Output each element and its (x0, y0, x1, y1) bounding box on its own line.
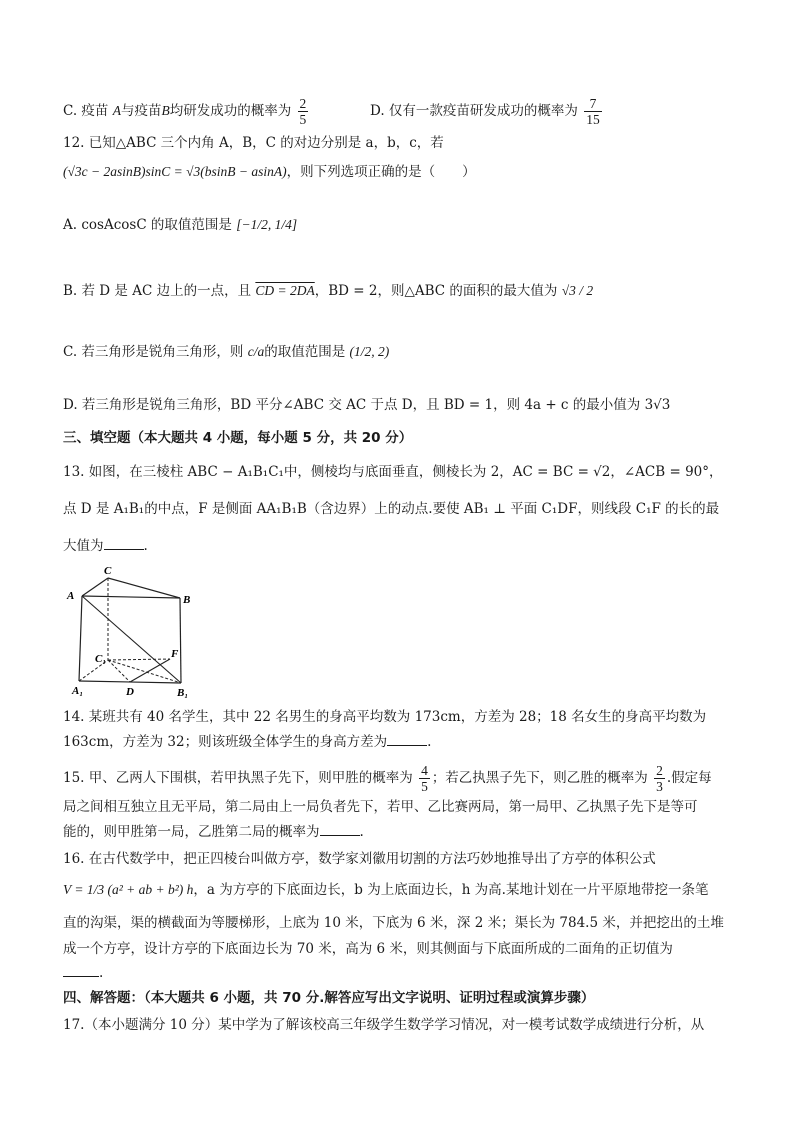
q14-line2 (63, 733, 431, 751)
q15-line3 (63, 823, 364, 841)
q12-optc-fraction: c/a (247, 344, 265, 359)
q16-line5-end: . (99, 965, 104, 981)
q12-optb-value: √3 / 2 (561, 283, 594, 298)
q16-line2-rest: ，a 为方亭的下底面边长，b 为上底面边长，h 为高.某地计划在一片平原地带挖一条笔 (193, 882, 709, 898)
segment-ab1 (82, 596, 181, 683)
q13-answer-blank (104, 537, 144, 550)
q15-line1-a: 15. 甲、乙两人下围棋，若甲执黑子先下，则甲胜的概率为 (63, 770, 413, 786)
q15-frac1-den: 5 (421, 779, 428, 794)
q11-optd-text: D. 仅有一款疫苗研发成功的概率为 (370, 103, 578, 119)
q11-optc-a: A (112, 103, 121, 118)
q15-fraction-2 (654, 763, 665, 794)
q11-optc-fraction (298, 96, 309, 127)
prism-figure (62, 563, 202, 698)
q15-frac2-den: 3 (656, 779, 663, 794)
q11-optd-fraction (584, 96, 602, 127)
q12-option-a (63, 216, 297, 234)
q13-line2: 点 D 是 A₁B₁的中点，F 是侧面 AA₁B₁B（含边界）上的动点.要使 AB₁ ⊥ 平面 C₁DF，则线段 C₁F 的长的最 (63, 501, 720, 517)
label-d: D (126, 686, 134, 698)
q12-equation: (√3c − 2asinB)sinC = √3(bsinB − asinA) (63, 164, 287, 179)
q15-line2: 局之间相互独立且无平局，第二局由上一局负者先下，若甲、乙比赛两局，第一局甲、乙执黑子先下是等可 (63, 799, 698, 815)
label-b: B (183, 594, 191, 606)
q15-fraction-1 (419, 763, 430, 794)
q16-line5 (63, 964, 103, 982)
q11-optd-den: 15 (586, 112, 600, 127)
q12-optb-vector: CD = 2DA (255, 283, 315, 298)
section-4-title: 四、解答题：（本大题共 6 小题，共 70 分.解答应写出文字说明、证明过程或演算步骤） (63, 990, 595, 1006)
label-a: A (67, 590, 75, 602)
q15-line3-text: 能的，则甲胜第一局，乙胜第二局的概率为 (63, 824, 320, 840)
q16-line3: 直的沟渠，渠的横截面为等腰梯形，上底为 10 米，下底为 6 米，深 2 米；渠长为 784.5 米，并把挖出的土堆 (63, 915, 724, 931)
label-a1: A₁ (72, 685, 84, 697)
q11-option-d (370, 96, 604, 127)
q15-answer-blank (320, 823, 360, 836)
section-3-title: 三、填空题（本大题共 4 小题，每小题 5 分，共 20 分） (63, 430, 413, 446)
q13-line3 (63, 537, 148, 555)
q11-optd-num: 7 (584, 96, 602, 112)
q16-line4: 成一个方亭，设计方亭的下底面边长为 70 米，高为 6 米，则其侧面与下底面所成的二面角的正切值为 (63, 941, 673, 957)
q13-line1: 13. 如图，在三棱柱 ABC − A₁B₁C₁中，侧棱均与底面垂直，侧棱长为 2，AC = BC = √2，∠ACB = 90°， (63, 464, 723, 480)
label-f: F (171, 648, 179, 660)
edge-ac (82, 578, 108, 596)
q12-option-d: D. 若三角形是锐角三角形，BD 平分∠ABC 交 AC 于点 D，且 BD = 1，则 4a + c 的最小值为 3√3 (63, 397, 671, 413)
q15-line1 (63, 763, 712, 794)
q15-line3-end: . (359, 824, 364, 840)
q13-line3-end: . (143, 538, 148, 554)
q14-line2-text: 163cm，方差为 32；则该班级全体学生的身高方差为 (63, 734, 388, 750)
q15-frac1-num: 4 (421, 763, 428, 778)
q11-optc-text: 均研发成功的概率为 (169, 103, 292, 119)
q12-stem-line1: 12. 已知△ABC 三个内角 A，B，C 的对边分别是 a，b，c，若 (63, 135, 444, 151)
q15-line1-c: .假定每 (666, 770, 712, 786)
q16-formula: V = 1/3 (a² + ab + b²) h (63, 882, 194, 897)
edge-aa1 (79, 596, 82, 681)
q12-option-b (63, 282, 593, 300)
q11-option-c (63, 96, 310, 127)
q15-line1-b: ；若乙执黑子先下，则乙胜的概率为 (431, 770, 648, 786)
q17-line1: 17.（本小题满分 10 分）某中学为了解该校高三年级学生数学学习情况，对一模考试数学成绩进行分析，从 (63, 1017, 705, 1033)
q14-line2-end: . (427, 734, 432, 750)
q12-optc-mid: 的取值范围是 (264, 344, 346, 360)
q12-optc-range: (1/2, 2) (349, 344, 390, 359)
q16-line2 (63, 881, 708, 899)
label-c1: C₁ (95, 653, 107, 665)
q11-optc-b: B (161, 103, 170, 118)
q11-optc-num: 2 (299, 96, 307, 111)
q14-answer-blank (387, 733, 427, 746)
q13-line3-text: 大值为 (63, 538, 104, 554)
q12-optb-text: B. 若 D 是 AC 边上的一点，且 (63, 283, 252, 299)
label-b1: B₁ (177, 687, 189, 698)
q16-line1: 16. 在古代数学中，把正四棱台叫做方亭，数学家刘徽用切割的方法巧妙地推导出了方亭的体积公式 (63, 851, 656, 867)
segment-df (130, 659, 170, 682)
q11-optc-mid: 与疫苗 (120, 103, 162, 119)
q16-answer-blank (63, 964, 99, 977)
edge-ab (82, 596, 180, 598)
q12-stem-line2 (63, 163, 476, 181)
q12-stem-tail: ，则下列选项正确的是（ ） (286, 164, 476, 180)
q11-optc-den: 5 (299, 112, 307, 127)
label-c: C (104, 565, 112, 577)
q12-optb-mid: ，BD = 2，则△ABC 的面积的最大值为 (314, 283, 558, 299)
edge-bb1 (180, 598, 181, 683)
q12-optc-text: C. 若三角形是锐角三角形，则 (63, 344, 244, 360)
q12-opta-range: [−1/2, 1/4] (236, 217, 298, 232)
q12-opta-text: A. cosAcosC 的取值范围是 (63, 217, 232, 233)
q12-option-c (63, 343, 389, 361)
q11-optc-prefix: C. 疫苗 (63, 103, 109, 119)
q14-line1: 14. 某班共有 40 名学生，其中 22 名男生的身高平均数为 173cm，方差为 28；18 名女生的身高平均数为 (63, 709, 707, 725)
edge-cb (108, 578, 180, 598)
segment-c1f (108, 659, 170, 660)
q15-frac2-num: 2 (656, 763, 663, 778)
